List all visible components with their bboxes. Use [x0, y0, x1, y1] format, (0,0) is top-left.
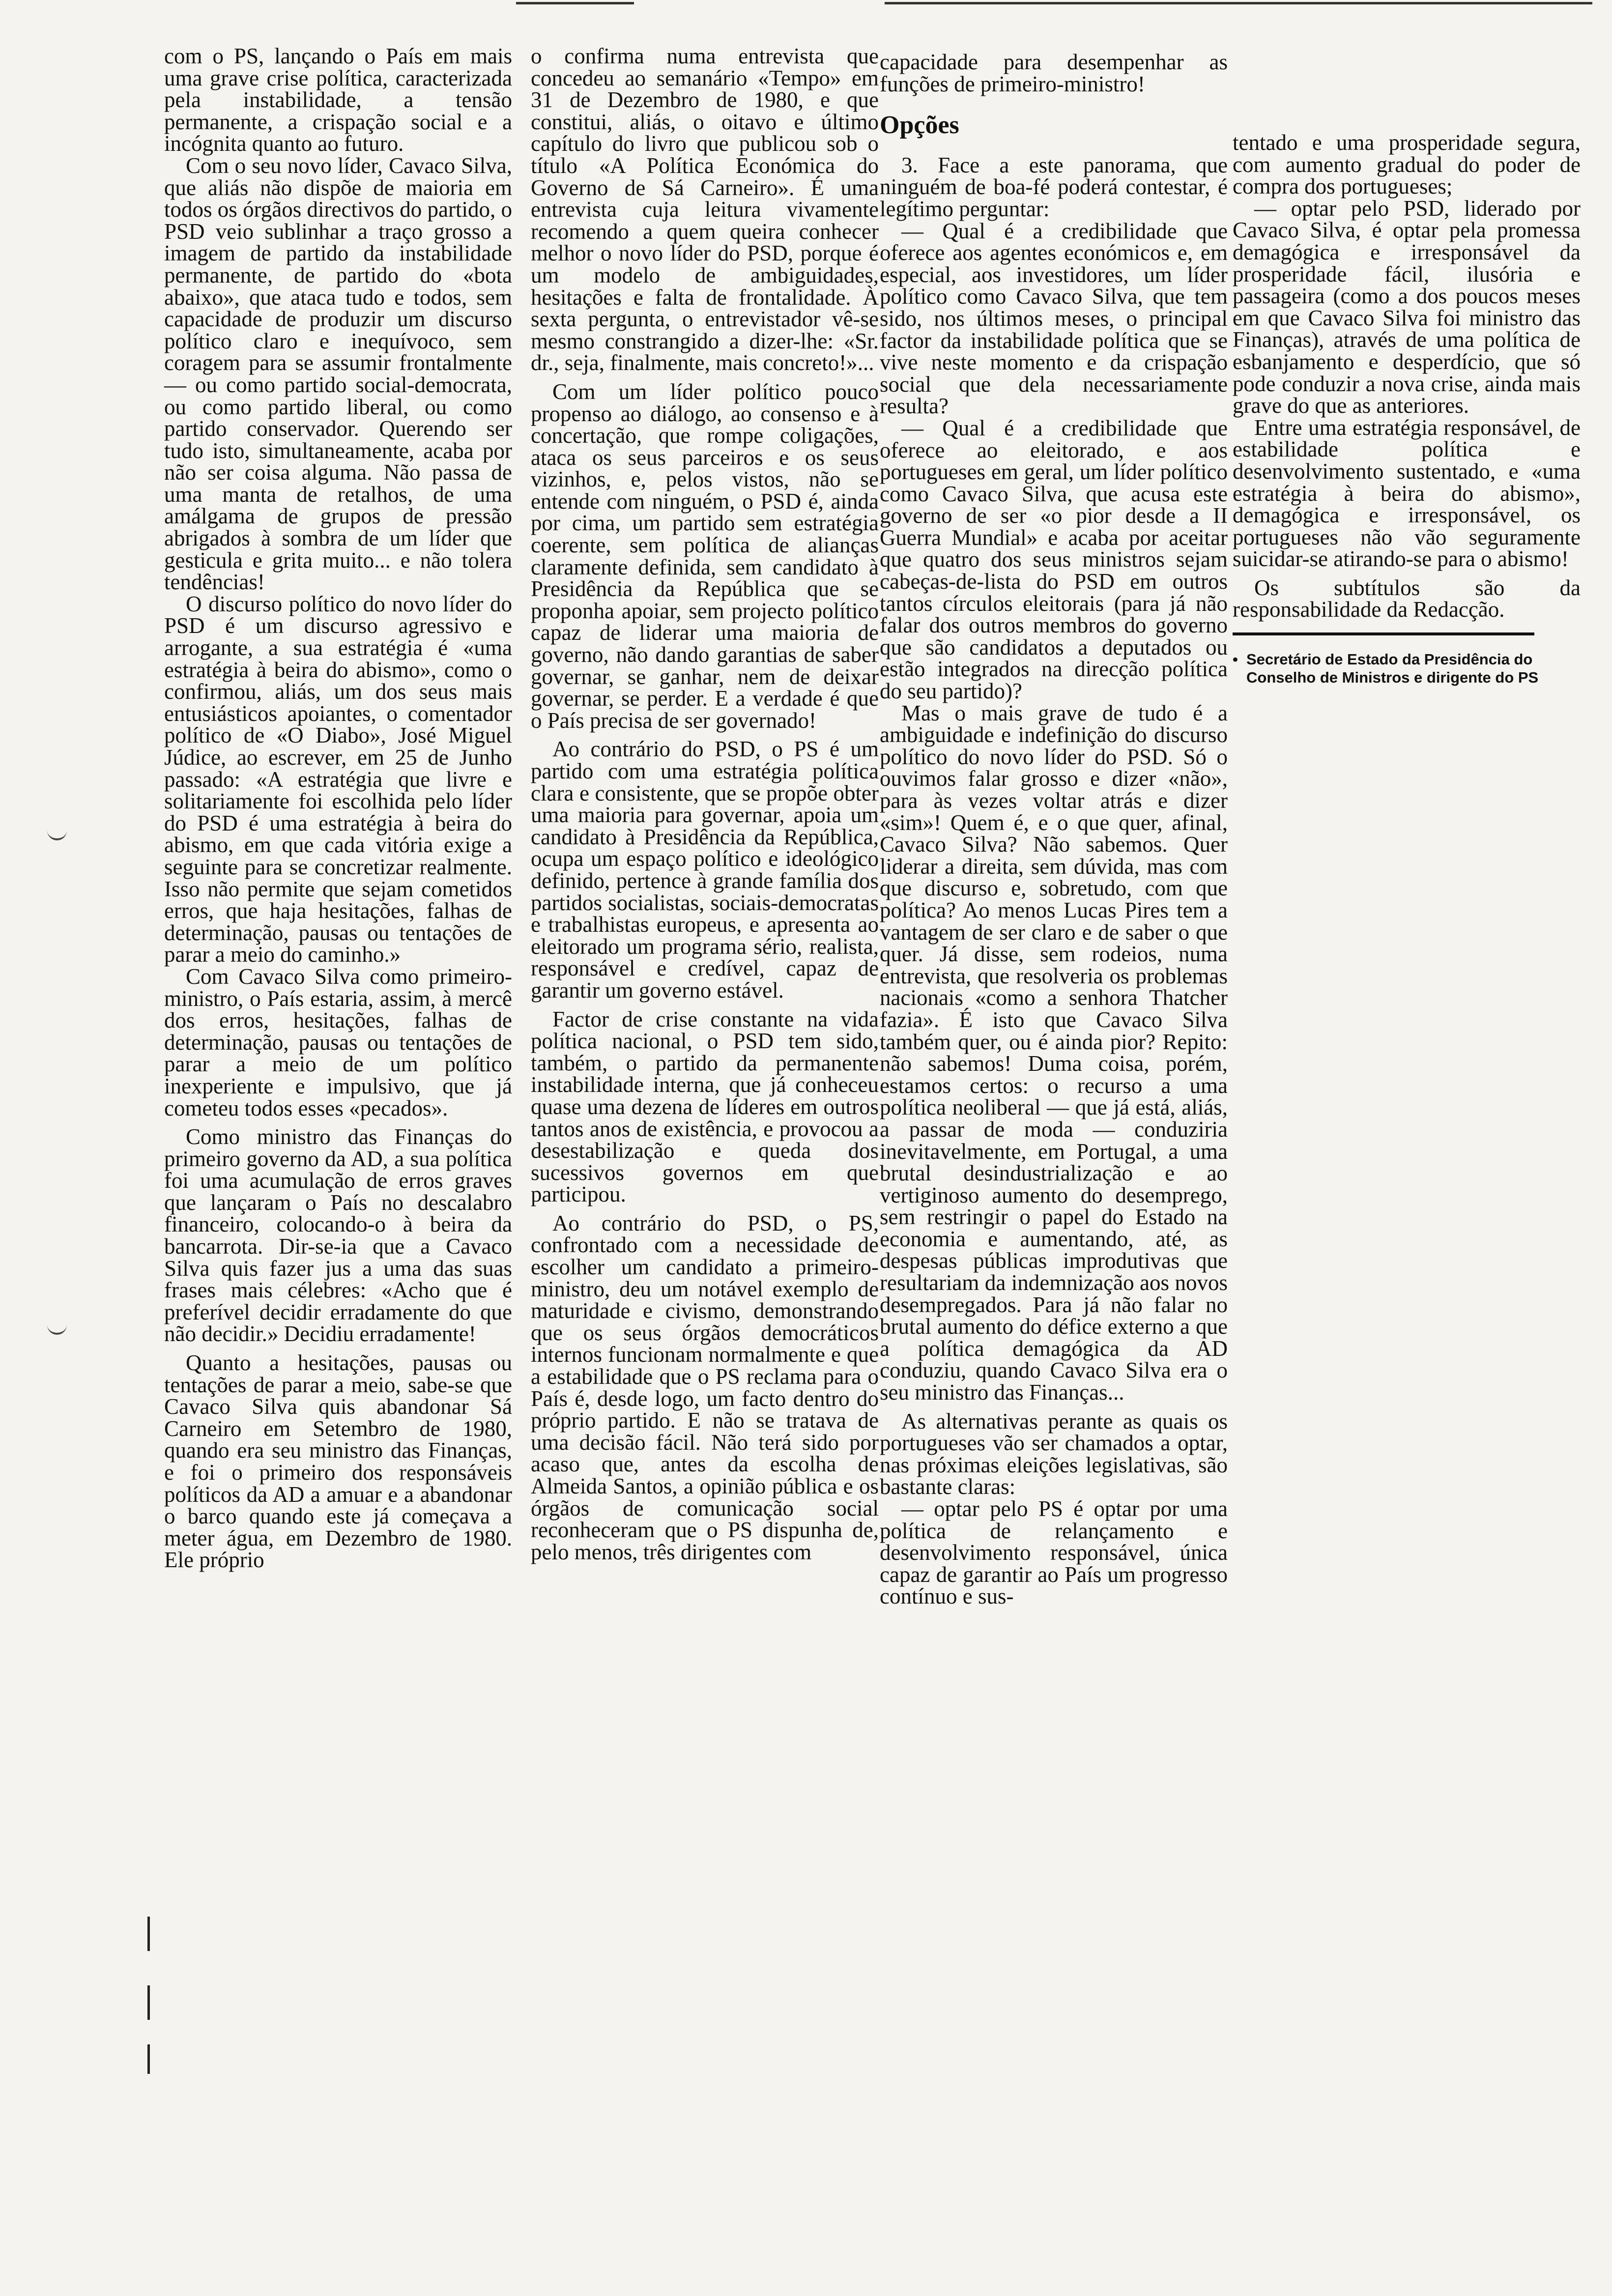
footnote-bullet: •: [1233, 651, 1238, 668]
paragraph: 3. Face a este panorama, que ninguém de boa-fé poderá contestar, é legítimo perguntar:: [880, 152, 1228, 221]
paragraph: — optar pelo PSD, liderado por Cavaco Silva, é optar pela promessa demagógica e irresponsável da prosperidade fácil, ilusória e passageira (como a dos poucos meses em que Cavaco Silva foi ministro das Finanças), através de uma política de esbanjamento e desperdício, que só pode conduzir a nova crise, ainda mais grave do que as anteriores.: [1233, 196, 1581, 418]
column-1: [164, 45, 512, 1571]
top-rule-right: [885, 2, 1592, 4]
paragraph: Ao contrário do PSD, o PS é um partido com uma estratégia política clara e consistente, que se propõe obter uma maioria para governar, apoia um candidato à Presidência da República, ocupa um espaço político e ideológico definido, pertence à grande família dos partidos socialistas, sociais-democratas e trabalhistas europeus, e apresenta ao eleitorado um programa sério, realista, responsável e credível, capaz de garantir um governo estável.: [531, 737, 879, 1003]
top-rule-left: [516, 2, 634, 4]
paragraph: Quanto a hesitações, pausas ou tentações de parar a meio, sabe-se que Cavaco Silva quis abandonar Sá Carneiro em Setembro de 1980, quando era seu ministro das Finanças, e foi o primeiro dos responsáveis políticos da AD a amuar e a abandonar o barco quando este já começava a meter água, em Dezembro de 1980. Ele próprio: [164, 1350, 512, 1573]
margin-mark: [47, 1322, 67, 1335]
margin-tick: [147, 1917, 150, 1951]
margin-mark: [47, 828, 67, 840]
paragraph: Mas o mais grave de tudo é a ambiguidade e indefinição do discurso político do novo líder do PSD. Só o ouvimos falar grosso e dizer «não», para às vezes voltar atrás e dizer «sim»! Quem é, e o que quer, afinal, Cavaco Silva? Não sabemos. Quer liderar a direita, sem dúvida, mas com que discurso e, sobretudo, com que política? Ao menos Lucas Pires tem a vantagem de ser claro e de saber o que quer. Já disse, sem rodeios, numa entrevista, que resolveria os problemas nacionais «como a senhora Thatcher fazia». É isto que Cavaco Silva também quer, ou é ainda pior? Repito: não sabemos! Duma coisa, porém, estamos certos: o recurso a uma política neoliberal — que já está, aliás, a passar de moda — conduziria inevitavelmente, em Portugal, a uma brutal desindustrialização e ao vertiginoso aumento do desemprego, sem restringir o papel do Estado na economia e aumentando, até, as despesas públicas improdutivas que resultariam da indemnização aos novos desempregados. Para já não falar no brutal aumento do défice externo a que a política demagógica da AD conduziu, quando Cavaco Silva era o seu ministro das Finanças...: [880, 700, 1228, 1405]
section-heading: Opções: [880, 111, 959, 140]
paragraph: — optar pelo PS é optar por uma política de relançamento e desenvolvimento responsável, única capaz de garantir ao País um progresso contínuo e sus-: [880, 1496, 1228, 1609]
author-footnote: [1233, 650, 1581, 687]
paragraph: Com Cavaco Silva como primeiro-ministro, o País estaria, assim, à mercê dos erros, hesitações, falhas de determinação, pausas ou tentações de parar a meio de um político inexperiente e impulsivo, que já cometeu todos esses «pecados».: [164, 964, 512, 1120]
paragraph: Com o seu novo líder, Cavaco Silva, que aliás não dispõe de maioria em todos os órgãos directivos do partido, o PSD veio sublinhar a traço grosso a imagem de partido da instabilidade permanente, de partido do «bota abaixo», que ataca tudo e todos, sem capacidade de produzir um discurso político claro e inequívoco, sem coragem para se assumir frontalmente — ou como partido social-democrata, ou como partido liberal, ou como partido conservador. Querendo ser tudo isto, simultaneamente, acaba por não ser coisa alguma. Não passa de uma manta de retalhos, de uma amálgama de grupos de pressão abrigados à sombra de um líder que gesticula e grita muito... e não tolera tendências!: [164, 153, 512, 595]
paragraph: O discurso político do novo líder do PSD é um discurso agressivo e arrogante, a sua estratégia é «uma estratégia à beira do abismo», como o confirmou, aliás, um dos seus mais entusiásticos apoiantes, o comentador político de «O Diabo», José Miguel Júdice, ao escrever, em 25 de Junho passado: «A estratégia que livre e solitariamente foi escolhida pelo líder do PSD é uma estratégia à beira do abismo, em que cada vitória exige a seguinte para se concretizar realmente. Isso não permite que sejam cometidos erros, que haja hesitações, falhas de determinação, pausas ou tentações de parar a meio do caminho.»: [164, 591, 512, 967]
paragraph: o confirma numa entrevista que concedeu ao semanário «Tempo» em 31 de Dezembro de 1980, e que constitui, aliás, o oitavo e último capítulo do livro que publicou sob o título «A Política Económica do Governo de Sá Carneiro». É uma entrevista cuja leitura vivamente recomendo a quem queira conhecer melhor o novo líder do PSD, porque é um modelo de ambiguidades, hesitações e falta de frontalidade. À sexta pergunta, o entrevistador vê-se mesmo constrangido a dizer-lhe: «Sr. dr., seja, finalmente, mais concreto!»...: [531, 44, 879, 375]
paragraph: tentado e uma prosperidade segura, com aumento gradual do poder de compra dos portugueses;: [1233, 130, 1581, 199]
paragraph: Ao contrário do PSD, o PS, confrontado com a necessidade de escolher um candidato a primeiro-ministro, deu um notável exemplo de maturidade e civismo, demonstrando que os seus órgãos democráticos internos funcionam normalmente e que a estabilidade que o PS reclama para o País é, desde logo, um facto dentro do próprio partido. E não se tratava de uma decisão fácil. Não terá sido por acaso que, antes da escolha de Almeida Santos, a opinião pública e os órgãos de comunicação social reconheceram que o PS dispunha de, pelo menos, três dirigentes com: [531, 1210, 879, 1564]
margin-tick: [147, 2044, 150, 2074]
paragraph: As alternativas perante as quais os portugueses vão ser chamados a optar, nas próximas eleições legislativas, são bastante claras:: [880, 1408, 1228, 1499]
paragraph: capacidade para desempenhar as funções de primeiro-ministro!: [880, 50, 1228, 96]
paragraph: — Qual é a credibilidade que oferece ao eleitorado, e aos portugueses em geral, um líder político como Cavaco Silva, que acusa este governo de ser «o pior desde a II Guerra Mundial» e acaba por aceitar que quatro dos seus ministros sejam cabeças-de-lista do PSD em outros tantos círculos eleitorais (para já não falar dos outros membros do governo que são candidatos a deputados ou estão integrados na direcção política do seu partido)?: [880, 415, 1228, 704]
editorial-note: Os subtítulos são da responsabilidade da Redacção.: [1233, 575, 1581, 622]
footnote-divider: [1233, 632, 1534, 635]
column-4: [1233, 132, 1581, 687]
paragraph: Factor de crise constante na vida política nacional, o PSD tem sido, também, o partido da permanente instabilidade interna, que já conheceu quase uma dezena de líderes em outros tantos anos de existência, e provocou a desestabilização e queda dos sucessivos governos em que participou.: [531, 1006, 879, 1207]
footnote-text: Secretário de Estado da Presidência do Conselho de Ministros e dirigente do PS: [1246, 651, 1539, 687]
paragraph: Entre uma estratégia responsável, de estabilidade política e desenvolvimento sustentado, e «uma estratégia à beira do abismo», demagógica e irresponsável, os portugueses não vão seguramente suicidar-se atirando-se para o abismo!: [1233, 415, 1581, 572]
paragraph: Como ministro das Finanças do primeiro governo da AD, a sua política foi uma acumulação de erros graves que lançaram o País no descalabro financeiro, colocando-o à beira da bancarrota. Dir-se-ia que a Cavaco Silva quis fazer jus a uma das suas frases mais célebres: «Acho que é preferível decidir erradamente do que não decidir.» Decidiu erradamente!: [164, 1124, 512, 1347]
margin-tick: [147, 1985, 150, 2020]
paragraph: — Qual é a credibilidade que oferece aos agentes económicos e, em especial, aos investidores, um líder político como Cavaco Silva, que tem sido, nos últimos meses, o principal factor da instabilidade política que se vive neste momento e da crispação social que dela necessariamente resulta?: [880, 218, 1228, 419]
column-3: [880, 51, 1228, 1607]
column-2: [531, 45, 879, 1563]
paragraph: com o PS, lançando o País em mais uma grave crise política, caracterizada pela instabilidade, a tensão permanente, a crispação social e a incógnita quanto ao futuro.: [164, 44, 512, 156]
paragraph: Com um líder político pouco propenso ao diálogo, ao consenso e à concertação, que rompe coligações, ataca os seus parceiros e os seus vizinhos, e, pelos vistos, não se entende com ninguém, o PSD é, ainda por cima, um partido sem estratégia coerente, sem política de alianças claramente definida, sem candidato à Presidência da República que se proponha apoiar, sem projecto político capaz de liderar uma maioria de governo, não dando garantias de saber governar, se ganhar, nem de deixar governar, se perder. E a verdade é que o País precisa de ser governado!: [531, 379, 879, 733]
